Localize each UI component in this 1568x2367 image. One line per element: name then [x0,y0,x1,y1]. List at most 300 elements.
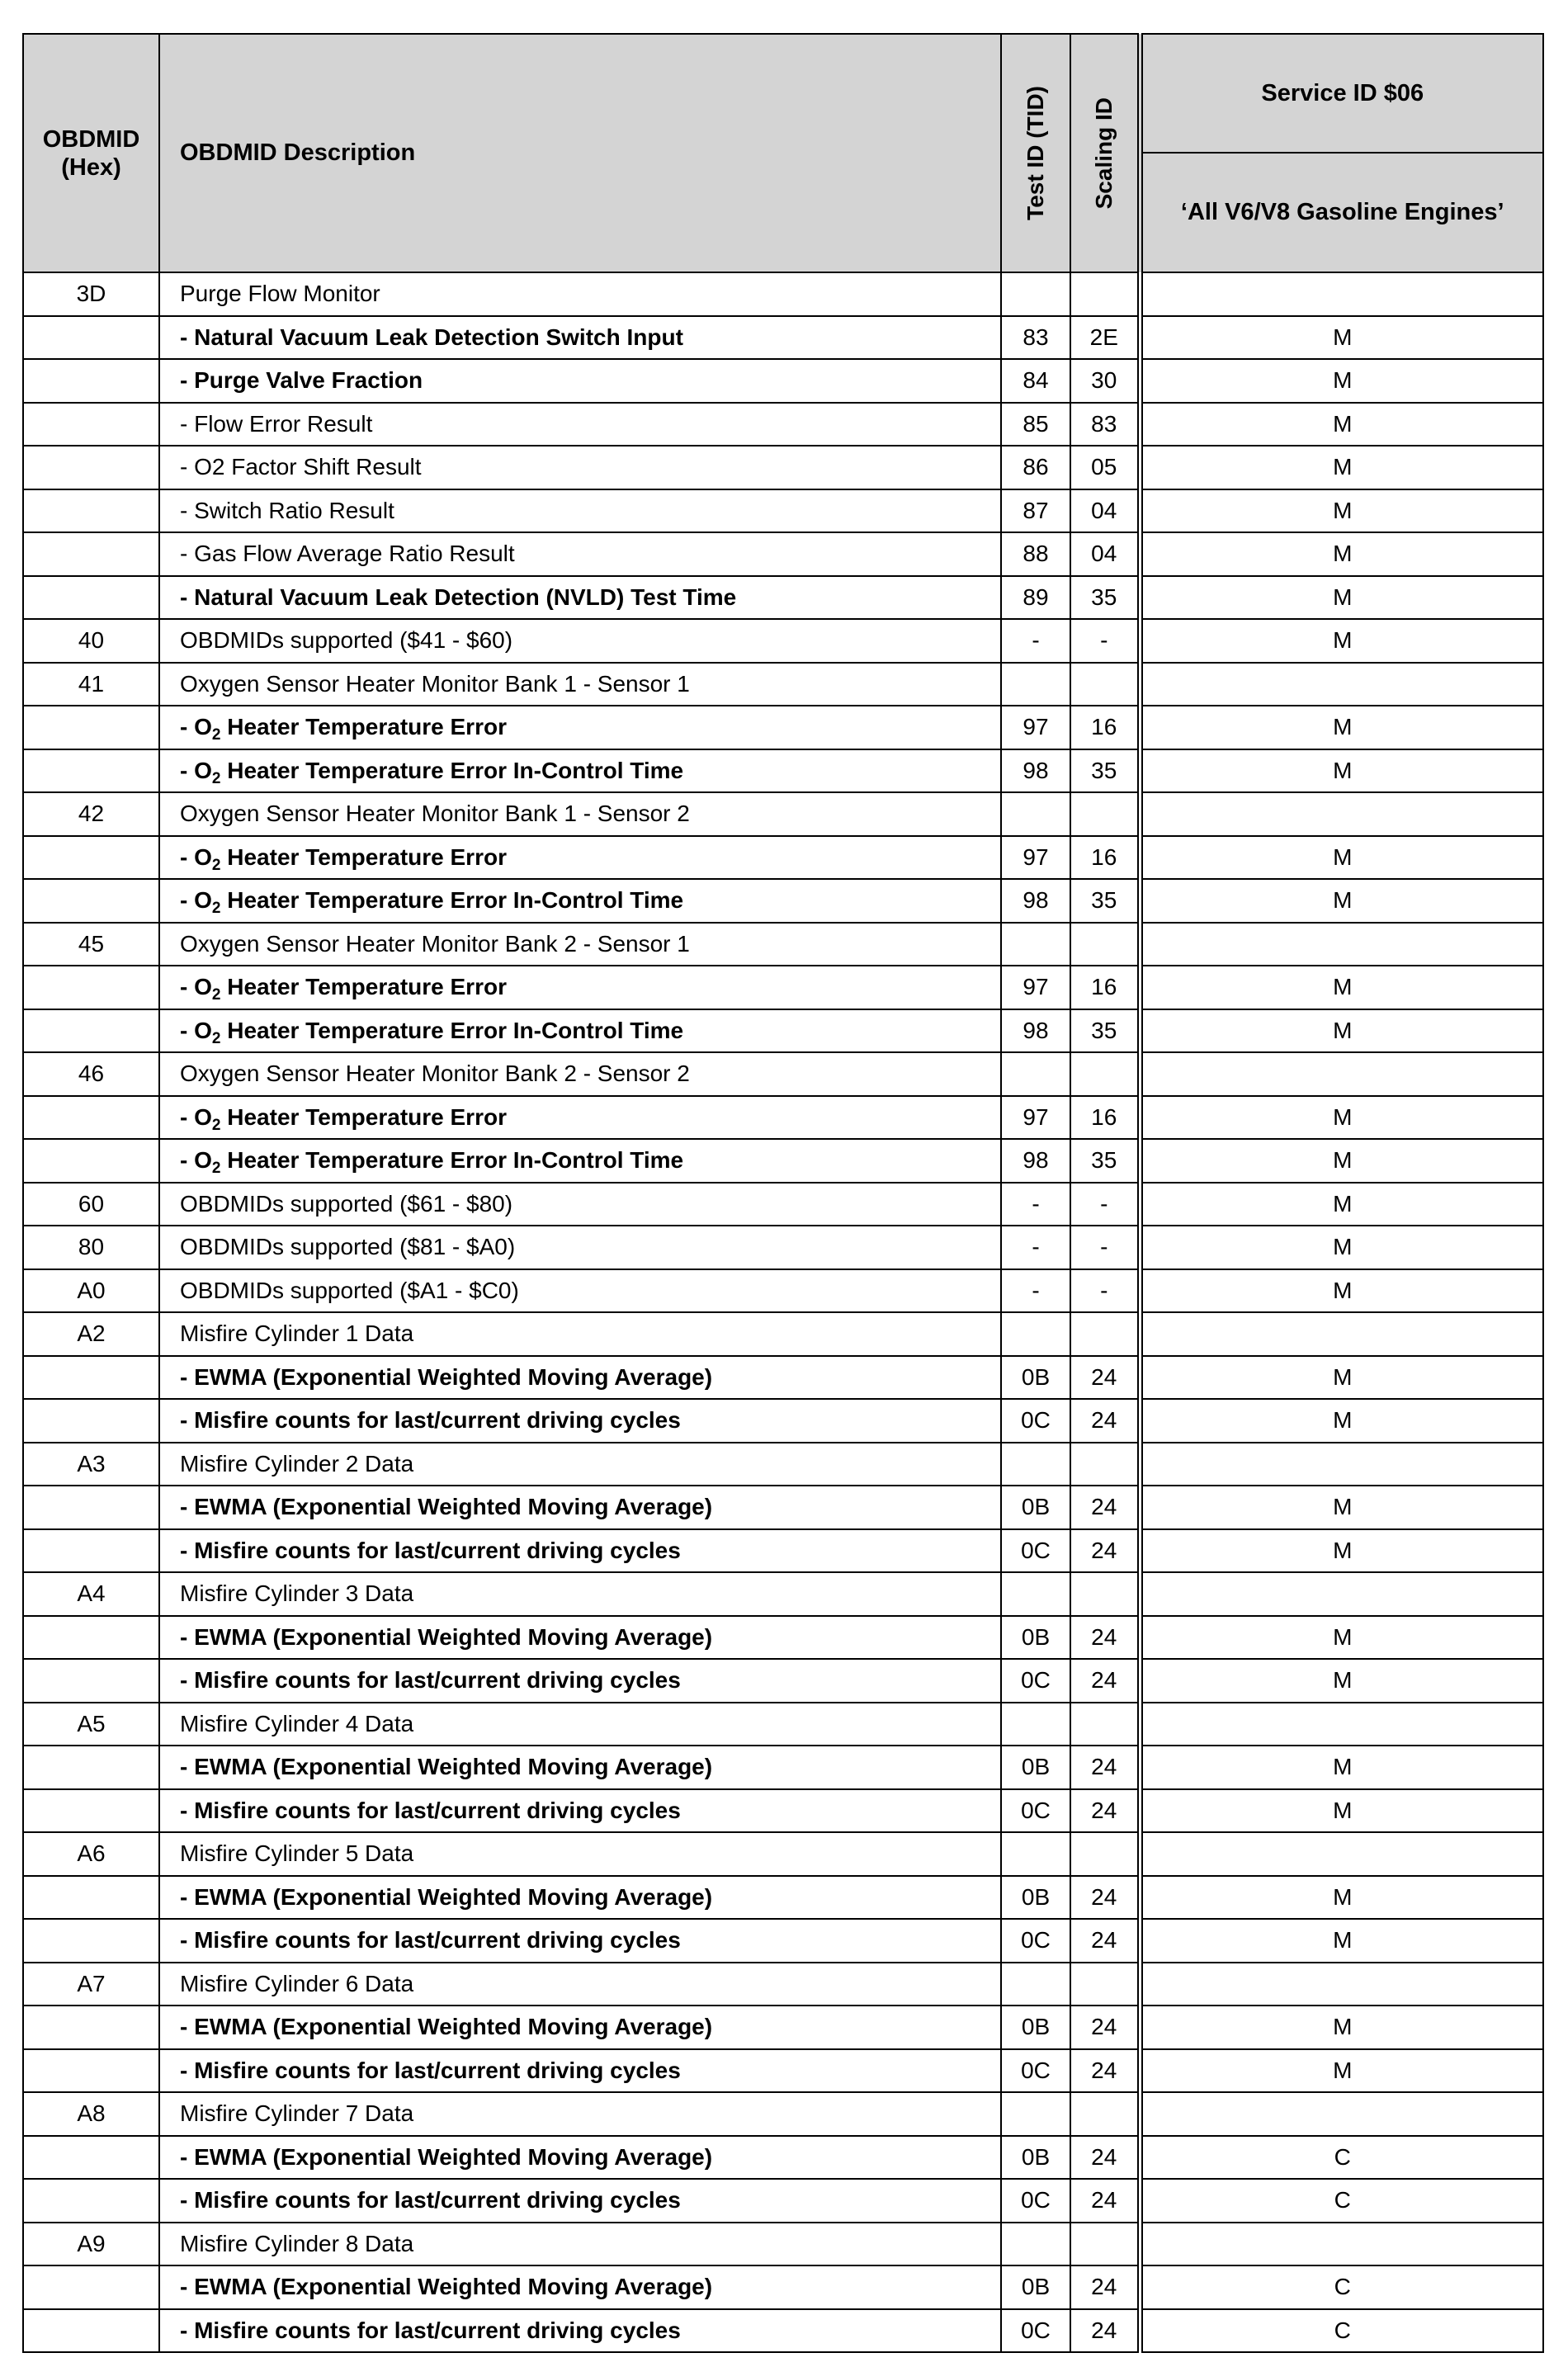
table-row [23,1572,1543,1616]
test-id-cell: 0C [1001,2049,1070,2093]
table-row [23,1616,1543,1660]
description-cell [159,2223,1001,2266]
description-text: - EWMA (Exponential Weighted Moving Average) [180,1363,713,1390]
test-id-cell [1001,1832,1070,1876]
test-id-cell: 85 [1001,403,1070,446]
test-id-cell [1001,923,1070,966]
description-cell [159,2179,1001,2223]
service-cell: M [1140,576,1543,620]
scaling-id-cell: 24 [1070,1789,1140,1833]
table-row [23,1529,1543,1573]
table-row [23,532,1543,576]
description-text: - Misfire counts for last/current driving cycles [180,1797,681,1823]
test-id-cell: - [1001,619,1070,663]
description-cell [159,1312,1001,1356]
description-text: Heater Temperature Error [220,843,507,870]
scaling-id-cell: - [1070,1226,1140,1269]
table-row [23,1183,1543,1226]
service-cell [1140,1052,1543,1096]
obdmid-cell: 42 [23,792,159,836]
description-cell [159,1226,1001,1269]
description-cell [159,1572,1001,1616]
obdmid-cell [23,1009,159,1053]
description-cell [159,1486,1001,1529]
obdmid-cell [23,2006,159,2049]
service-cell [1140,2223,1543,2266]
description-cell [159,316,1001,360]
table-row [23,576,1543,620]
obdmid-cell: 46 [23,1052,159,1096]
obdmid-cell: A3 [23,1443,159,1486]
scaling-id-cell: - [1070,1183,1140,1226]
scaling-id-cell: 35 [1070,1009,1140,1053]
scaling-id-cell [1070,1703,1140,1746]
description-text: OBDMIDs supported ($81 - $A0) [180,1234,516,1260]
table-row [23,1919,1543,1963]
service-cell: M [1140,966,1543,1009]
obdmid-cell [23,706,159,749]
obdmid-cell: 3D [23,272,159,316]
test-id-cell: 0B [1001,1746,1070,1789]
scaling-id-cell: 04 [1070,532,1140,576]
table-row [23,1443,1543,1486]
obdmid-cell [23,1659,159,1703]
description-text: OBDMIDs supported ($A1 - $C0) [180,1277,519,1303]
scaling-id-cell: 16 [1070,706,1140,749]
description-cell [159,966,1001,1009]
description-cell [159,1876,1001,1920]
description-cell [159,1052,1001,1096]
service-cell: M [1140,879,1543,923]
table-row [23,403,1543,446]
scaling-id-cell [1070,1052,1140,1096]
description-text: Purge Flow Monitor [180,281,380,307]
test-id-cell: 87 [1001,489,1070,533]
table-row [23,966,1543,1009]
test-id-cell: 88 [1001,532,1070,576]
description-cell [159,1659,1001,1703]
table-row [23,2136,1543,2180]
obdmid-cell [23,489,159,533]
service-cell: M [1140,749,1543,793]
description-cell [159,619,1001,663]
table-row [23,1703,1543,1746]
description-cell [159,836,1001,880]
obdmid-cell [23,1746,159,1789]
service-cell: C [1140,2136,1543,2180]
table-row [23,1052,1543,1096]
table-body [23,272,1543,2352]
scaling-id-cell: - [1070,1269,1140,1313]
description-cell [159,706,1001,749]
description-cell [159,1443,1001,1486]
table-row [23,836,1543,880]
obdmid-cell [23,576,159,620]
test-id-cell [1001,2223,1070,2266]
test-id-cell: 98 [1001,1139,1070,1183]
test-id-cell: 0B [1001,1876,1070,1920]
table-row [23,359,1543,403]
description-cell [159,2265,1001,2309]
subscript-2: 2 [211,1116,221,1134]
description-prefix: - O [180,1147,212,1174]
description-text: Misfire Cylinder 4 Data [180,1710,414,1736]
table-row [23,2049,1543,2093]
description-cell [159,1832,1001,1876]
scaling-id-cell: 24 [1070,2179,1140,2223]
test-id-cell: 0C [1001,2309,1070,2353]
description-cell [159,1746,1001,1789]
table-row [23,1139,1543,1183]
description-text: Heater Temperature Error In-Control Time [220,1017,684,1043]
service-cell: M [1140,1139,1543,1183]
description-text: - Purge Valve Fraction [180,367,423,394]
obdmid-cell [23,2179,159,2223]
obdmid-cell [23,749,159,793]
service-cell [1140,923,1543,966]
header-scaling-id-label: Scaling ID [1090,97,1117,210]
table-row [23,923,1543,966]
table-row [23,663,1543,706]
description-cell [159,1919,1001,1963]
test-id-cell [1001,1703,1070,1746]
test-id-cell: 97 [1001,706,1070,749]
table-row [23,1356,1543,1400]
table-row [23,1096,1543,1140]
service-cell: M [1140,532,1543,576]
test-id-cell: 86 [1001,446,1070,489]
test-id-cell: 0C [1001,1399,1070,1443]
table-row [23,1269,1543,1313]
scaling-id-cell: 35 [1070,749,1140,793]
obdmid-cell [23,2136,159,2180]
obdmid-cell [23,879,159,923]
obdmid-cell [23,966,159,1009]
scaling-id-cell: 24 [1070,1399,1140,1443]
scaling-id-cell: 24 [1070,1746,1140,1789]
description-cell [159,1616,1001,1660]
header-test-id [1001,34,1070,272]
header-description: OBDMID Description [159,34,1001,272]
service-cell: M [1140,1876,1543,1920]
test-id-cell: - [1001,1183,1070,1226]
obdmid-cell: A9 [23,2223,159,2266]
service-cell [1140,1443,1543,1486]
description-cell [159,749,1001,793]
description-cell [159,1183,1001,1226]
test-id-cell: 97 [1001,836,1070,880]
table-row [23,1789,1543,1833]
table-row [23,1963,1543,2006]
test-id-cell: 0C [1001,2179,1070,2223]
obdmid-cell: A5 [23,1703,159,1746]
test-id-cell [1001,1963,1070,2006]
description-cell [159,1963,1001,2006]
subscript-2: 2 [211,726,221,744]
description-cell [159,2309,1001,2353]
obdmid-cell [23,1399,159,1443]
obdmid-cell [23,2265,159,2309]
obdmid-cell [23,359,159,403]
test-id-cell [1001,1052,1070,1096]
description-text: Heater Temperature Error In-Control Time [220,1147,684,1174]
description-text: Heater Temperature Error In-Control Time [220,887,684,914]
table-row [23,2179,1543,2223]
table-row [23,2223,1543,2266]
scaling-id-cell: 04 [1070,489,1140,533]
table-row [23,446,1543,489]
scaling-id-cell: - [1070,619,1140,663]
description-cell [159,272,1001,316]
header-obdmid-label: OBDMID [42,125,140,153]
obdmid-cell: A8 [23,2092,159,2136]
obdmid-cell [23,2309,159,2353]
service-cell [1140,663,1543,706]
table-row [23,1486,1543,1529]
service-cell [1140,2092,1543,2136]
service-cell: M [1140,1226,1543,1269]
test-id-cell: 89 [1001,576,1070,620]
scaling-id-cell [1070,923,1140,966]
table-row [23,1876,1543,1920]
service-cell [1140,1703,1543,1746]
description-text: - Misfire counts for last/current driving cycles [180,2187,681,2213]
description-text: Misfire Cylinder 3 Data [180,1580,414,1607]
obdmid-cell [23,446,159,489]
service-cell [1140,1832,1543,1876]
obdmid-cell: 80 [23,1226,159,1269]
description-prefix: - O [180,974,212,1000]
test-id-cell: 0C [1001,1919,1070,1963]
test-id-cell: - [1001,1269,1070,1313]
service-cell: M [1140,403,1543,446]
obdmid-cell [23,403,159,446]
scaling-id-cell: 24 [1070,2006,1140,2049]
scaling-id-cell: 35 [1070,879,1140,923]
description-cell [159,663,1001,706]
obdmid-cell [23,2049,159,2093]
description-cell [159,923,1001,966]
scaling-id-cell: 24 [1070,2049,1140,2093]
description-cell [159,2092,1001,2136]
description-text: Heater Temperature Error [220,1103,507,1130]
scaling-id-cell: 16 [1070,836,1140,880]
description-text: OBDMIDs supported ($41 - $60) [180,627,513,654]
service-cell: M [1140,706,1543,749]
header-scaling-id [1070,34,1140,272]
subscript-2: 2 [211,1029,221,1047]
description-cell [159,1269,1001,1313]
table-row [23,1746,1543,1789]
scaling-id-cell: 24 [1070,1876,1140,1920]
header-obdmid [23,34,159,272]
table-row [23,706,1543,749]
obdmid-cell [23,1486,159,1529]
description-text: Oxygen Sensor Heater Monitor Bank 1 - Sensor 1 [180,670,690,697]
description-cell [159,576,1001,620]
test-id-cell: 0B [1001,2265,1070,2309]
description-cell [159,532,1001,576]
scaling-id-cell: 35 [1070,576,1140,620]
test-id-cell [1001,1572,1070,1616]
test-id-cell [1001,2092,1070,2136]
obdmid-cell [23,836,159,880]
test-id-cell [1001,272,1070,316]
description-cell [159,1356,1001,1400]
scaling-id-cell [1070,1832,1140,1876]
service-cell: C [1140,2265,1543,2309]
scaling-id-cell [1070,663,1140,706]
service-cell [1140,272,1543,316]
scaling-id-cell: 83 [1070,403,1140,446]
obdmid-cell [23,1616,159,1660]
service-cell: M [1140,836,1543,880]
obdmid-cell [23,316,159,360]
scaling-id-cell [1070,1312,1140,1356]
test-id-cell: 98 [1001,879,1070,923]
table-row [23,316,1543,360]
obdmid-cell [23,1529,159,1573]
service-cell [1140,1572,1543,1616]
table-row [23,1399,1543,1443]
service-cell [1140,1312,1543,1356]
table-row [23,749,1543,793]
service-cell: M [1140,2006,1543,2049]
service-cell: M [1140,1399,1543,1443]
description-text: - Switch Ratio Result [180,497,394,523]
test-id-cell [1001,1312,1070,1356]
test-id-cell: 0C [1001,1529,1070,1573]
description-text: Misfire Cylinder 7 Data [180,2100,414,2127]
service-cell: M [1140,489,1543,533]
subscript-2: 2 [211,986,221,1004]
scaling-id-cell: 24 [1070,2265,1140,2309]
description-cell [159,1529,1001,1573]
obdmid-cell: 40 [23,619,159,663]
obdmid-table [22,33,1544,2353]
obdmid-cell: 60 [23,1183,159,1226]
description-prefix: - O [180,843,212,870]
test-id-cell [1001,663,1070,706]
test-id-cell: 98 [1001,749,1070,793]
scaling-id-cell: 30 [1070,359,1140,403]
service-cell [1140,792,1543,836]
description-prefix: - O [180,757,212,783]
description-text: Heater Temperature Error [220,974,507,1000]
scaling-id-cell [1070,792,1140,836]
test-id-cell: 0C [1001,1659,1070,1703]
service-cell [1140,1963,1543,2006]
scaling-id-cell: 24 [1070,2136,1140,2180]
test-id-cell: 0B [1001,2006,1070,2049]
subscript-2: 2 [211,1160,221,1178]
test-id-cell: 97 [1001,966,1070,1009]
description-text: - Misfire counts for last/current driving cycles [180,1537,681,1563]
table-row [23,1009,1543,1053]
description-text: Misfire Cylinder 8 Data [180,2230,414,2256]
service-cell: M [1140,2049,1543,2093]
description-text: - EWMA (Exponential Weighted Moving Average) [180,2014,713,2040]
scaling-id-cell: 16 [1070,966,1140,1009]
description-prefix: - O [180,1017,212,1043]
scaling-id-cell [1070,272,1140,316]
subscript-2: 2 [211,769,221,787]
description-cell [159,2136,1001,2180]
table-header [23,34,1543,272]
description-text: - Flow Error Result [180,410,373,437]
scaling-id-cell [1070,2092,1140,2136]
service-cell: M [1140,1919,1543,1963]
obdmid-cell [23,1139,159,1183]
description-text: - EWMA (Exponential Weighted Moving Average) [180,1754,713,1780]
service-cell: M [1140,316,1543,360]
description-text: Misfire Cylinder 5 Data [180,1840,414,1867]
description-text: - EWMA (Exponential Weighted Moving Average) [180,1494,713,1520]
table-row [23,792,1543,836]
table-row [23,2265,1543,2309]
scaling-id-cell [1070,2223,1140,2266]
description-text: - Misfire counts for last/current driving cycles [180,1927,681,1954]
description-text: Misfire Cylinder 1 Data [180,1321,414,1347]
table-row [23,879,1543,923]
description-text: - EWMA (Exponential Weighted Moving Average) [180,1623,713,1650]
table-row [23,489,1543,533]
obdmid-cell: A6 [23,1832,159,1876]
description-cell [159,1009,1001,1053]
service-cell: M [1140,1529,1543,1573]
test-id-cell: 98 [1001,1009,1070,1053]
scaling-id-cell [1070,1572,1140,1616]
description-text: - EWMA (Exponential Weighted Moving Average) [180,2274,713,2300]
service-cell: M [1140,359,1543,403]
scaling-id-cell: 24 [1070,1919,1140,1963]
description-text: Oxygen Sensor Heater Monitor Bank 2 - Sensor 1 [180,930,690,957]
table-row [23,619,1543,663]
description-cell [159,1399,1001,1443]
description-text: - Misfire counts for last/current driving cycles [180,2317,681,2343]
table-row [23,2092,1543,2136]
scaling-id-cell: 24 [1070,1529,1140,1573]
description-cell [159,1139,1001,1183]
service-cell: M [1140,1616,1543,1660]
description-text: - Gas Flow Average Ratio Result [180,541,515,567]
service-cell: M [1140,1096,1543,1140]
scaling-id-cell: 24 [1070,1659,1140,1703]
description-cell [159,1703,1001,1746]
obdmid-cell [23,532,159,576]
obdmid-cell [23,1096,159,1140]
description-text: - Misfire counts for last/current driving cycles [180,1407,681,1434]
table-row [23,2309,1543,2353]
header-test-id-label: Test ID (TID) [1023,86,1048,220]
description-text: Oxygen Sensor Heater Monitor Bank 1 - Sensor 2 [180,801,690,827]
test-id-cell: 97 [1001,1096,1070,1140]
service-cell: M [1140,1183,1543,1226]
scaling-id-cell: 24 [1070,1486,1140,1529]
service-cell: M [1140,1009,1543,1053]
description-cell [159,2049,1001,2093]
description-text: Oxygen Sensor Heater Monitor Bank 2 - Sensor 2 [180,1061,690,1087]
service-cell: M [1140,1486,1543,1529]
description-cell [159,359,1001,403]
scaling-id-cell: 35 [1070,1139,1140,1183]
test-id-cell: - [1001,1226,1070,1269]
description-text: - Misfire counts for last/current driving cycles [180,2057,681,2083]
header-hex-label: (Hex) [61,154,121,181]
description-text: - Misfire counts for last/current driving cycles [180,1667,681,1694]
obdmid-cell: A4 [23,1572,159,1616]
test-id-cell: 0C [1001,1789,1070,1833]
